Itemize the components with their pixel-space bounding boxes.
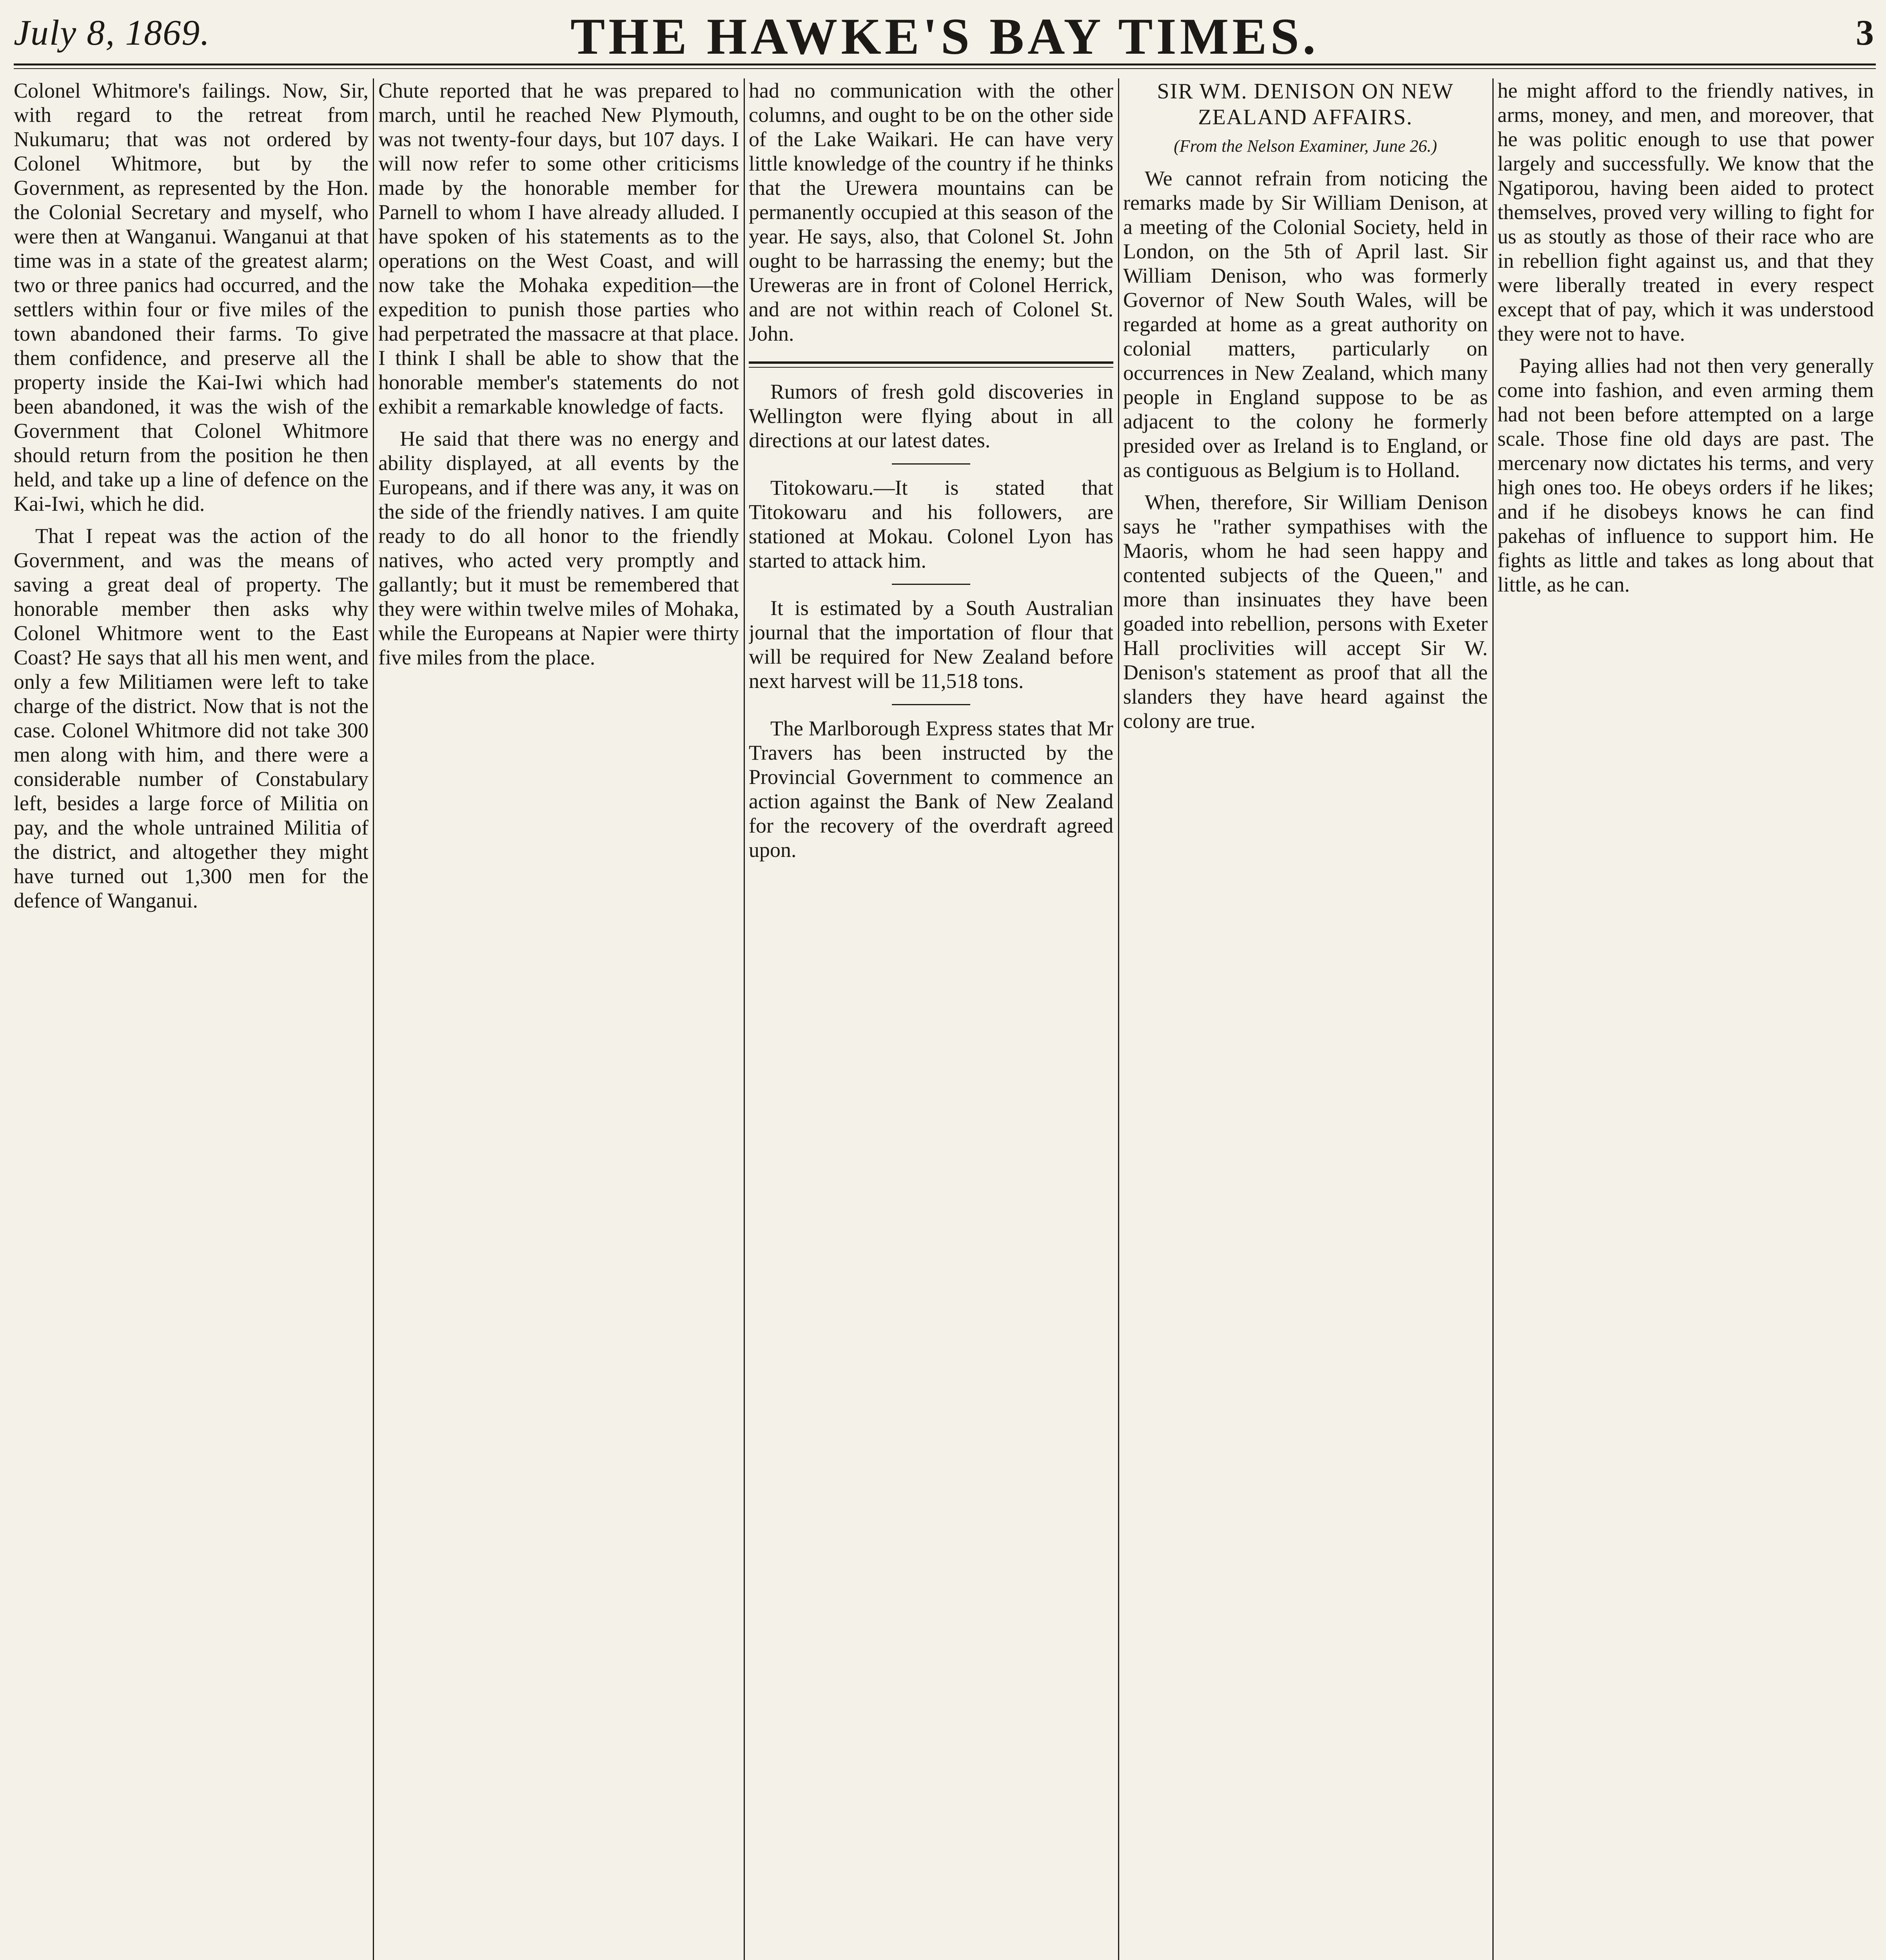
article-paragraph: had no communication with the other columns, and ought to be on the other side of the Lake Waikari. He can have very little knowledge of the country if he thinks that the Urewera mountains can be permanently occupied at this season of the year. He says, also, that Colonel St. John ought to be harrassing the enemy; but the Ureweras are in front of Colonel Herrick, and are not within reach of Colonel St. John. <box>749 79 1113 345</box>
article-paragraph: When, therefore, Sir William Denison says he "rather sympathises with the Maoris, whom he had seen happy and contented subjects of the Queen," and more than insinuates they have been goaded into rebellion, persons with Exeter Hall proclivities will accept Sir W. Denison's statement as proof that all the slanders they have heard against the colony are true. <box>1123 490 1488 733</box>
article-paragraph: he might afford to the friendly natives, in arms, money, and men, and moreover, that he was politic enough to use that power largely and successfully. We know that the Ngatiporou, having been aided to protect themselves, proved very willing to fight for us as stoutly as those of their race who are in rebellion fight against us, and that they were liberally treated in every respect except that of pay, which it was understood they were not to have. <box>1498 79 1874 345</box>
column-divider <box>744 78 745 1960</box>
section-rule <box>749 361 1113 368</box>
news-item: Rumors of fresh gold discoveries in Wellington were flying about in all directions at our latest dates. <box>749 380 1113 452</box>
article-paragraph: He said that there was no energy and ability displayed, at all events by the Europeans, and if there was any, it was on the side of the friendly natives. I am quite ready to do all honor to the friendly natives, who acted very promptly and gallantly; but it must be remembered that they were within twelve miles of Mohaka, while the Europeans at Napier were thirty five miles from the place. <box>378 427 739 669</box>
item-divider <box>892 463 970 465</box>
page-number: 3 <box>1856 13 1874 53</box>
column-2 <box>378 78 739 1960</box>
article-paragraph: Paying allies had not then very generally come into fashion, and even arming them had not been before attempted on a large scale. Those fine old days are past. The mercenary now dictates his terms, and very high ones too. He obeys orders if he likes; and if he disobeys knows he can find pakehas of influence to support him. He fights as little and takes as long about that little, as he can. <box>1498 354 1874 596</box>
masthead <box>14 4 1876 71</box>
column-1 <box>14 78 368 1960</box>
news-item: Titokowaru.—It is stated that Titokowaru and his followers, are stationed at Mokau. Colonel Lyon has started to attack him. <box>749 476 1113 572</box>
column-divider <box>1492 78 1494 1960</box>
article-paragraph: We cannot refrain from noticing the remarks made by Sir William Denison, at a meeting of the Colonial Society, held in London, on the 5th of April last. Sir William Denison, who was formerly Governor of New South Wales, will be regarded at home as a great authority on colonial matters, particularly on occurrences in New Zealand, which many people in England suppose to be as adjacent to the colony he formerly presided over as Ireland is to England, or as contiguous as Belgium is to Holland. <box>1123 167 1488 482</box>
column-3 <box>749 78 1113 1960</box>
article-paragraph: Colonel Whitmore's failings. Now, Sir, with regard to the retreat from Nukumaru; that was not ordered by Colonel Whitmore, but by the Government, as represented by the Hon. the Colonial Secretary and myself, who were then at Wanganui. Wanganui at that time was in a state of the greatest alarm; two or three panics had occurred, and the settlers within four or five miles of the town abandoned their farms. To give them confidence, and preserve all the property inside the Kai-Iwi which had been abandoned, it was the wish of the Government that Colonel Whitmore should return from the position he then held, and take up a line of defence on the Kai-Iwi, which he did. <box>14 79 368 515</box>
article-paragraph: That I repeat was the action of the Government, and was the means of saving a great deal of property. The honorable member then asks why Colonel Whitmore went to the East Coast? He says that all his men went, and only a few Militiamen were left to take charge of the district. Now that is not the case. Colonel Whitmore did not take 300 men along with him, and there were a considerable number of Constabulary left, besides a large force of Militia on pay, and the whole untrained Militia of the district, and altogether they might have turned out 1,300 men for the defence of Wanganui. <box>14 524 368 912</box>
masthead-rule <box>14 64 1876 65</box>
issue-date: July 8, 1869. <box>14 13 211 53</box>
article-paragraph: Chute reported that he was prepared to march, until he reached New Plymouth, was not twenty-four days, but 107 days. I will now refer to some other criticisms made by the honorable member for Parnell to whom I have already alluded. I have spoken of his statements as to the operations on the West Coast, and will now take the Mohaka expedition—the expedition to punish those parties who had perpetrated the massacre at that place. I think I shall be able to show that the honorable member's statements do not exhibit a remarkable knowledge of facts. <box>378 79 739 418</box>
masthead-rule-thin <box>14 68 1876 69</box>
news-item: The Marlborough Express states that Mr Travers has been instructed by the Provincial Government to commence an action against the Bank of New Zealand for the recovery of the overdraft agreed upon. <box>749 717 1113 862</box>
column-5 <box>1498 78 1874 1960</box>
news-item: It is estimated by a South Australian journal that the importation of flour that will be required for New Zealand before next harvest will be 11,518 tons. <box>749 596 1113 693</box>
item-divider <box>892 584 970 585</box>
newspaper-title: THE HAWKE'S BAY TIMES. <box>570 7 1319 65</box>
article-headline: SIR WM. DENISON ON NEW ZEALAND AFFAIRS. <box>1157 79 1454 129</box>
column-4 <box>1123 78 1488 1960</box>
article-source: (From the Nelson Examiner, June 26.) <box>1174 136 1437 156</box>
item-divider <box>892 704 970 705</box>
column-divider <box>373 78 374 1960</box>
column-divider <box>1118 78 1119 1960</box>
